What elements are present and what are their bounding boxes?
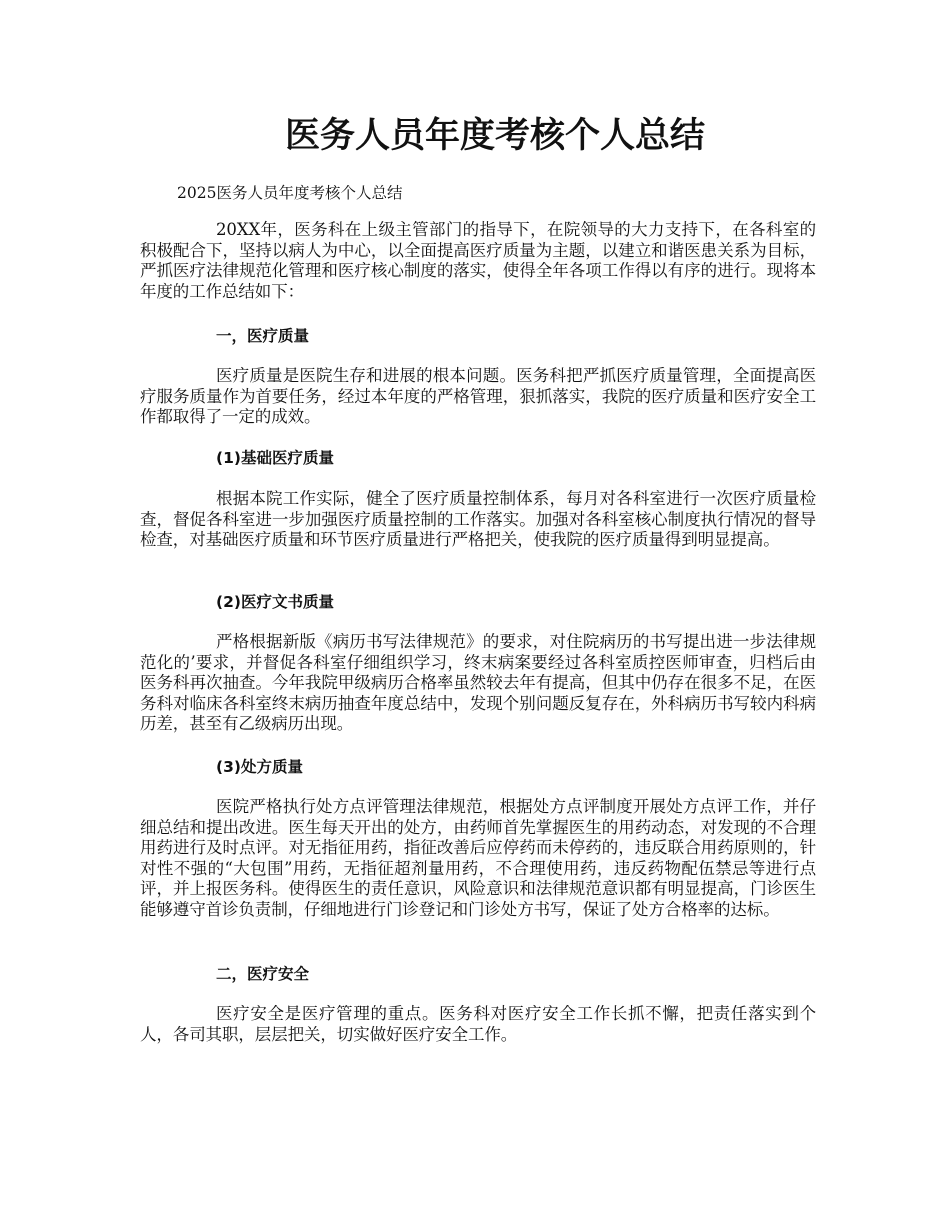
intro-paragraph: 20XX年，医务科在上级主管部门的指导下，在院领导的大力支持下，在各科室的积极配合下，坚持以病人为中心，以全面提高医疗质量为主题，以建立和谐医患关系为目标，严抓医疗法律规范化管理和医疗核心制度的落实，使得全年各项工作得以有序的进行。现将本年度的工作总结如下：	[140, 220, 816, 301]
subsection-paragraph-document-quality: 严格根据新版《病历书写法律规范》的要求，对住院病历的书写提出进一步法律规范化的’要求，并督促各科室仔细组织学习，终末病案要经过各科室质控医师审查，归档后由医务科再次抽查。今年我院甲级病历合格率虽然较去年有提高，但其中仍存在很多不足，在医务科对临床各科室终末病历抽查年度总结中，发现个别问题反复存在，外科病历书写较内科病历差，甚至有乙级病历出现。	[140, 632, 816, 734]
document-title: 医务人员年度考核个人总结	[284, 115, 705, 156]
section-paragraph-medical-quality: 医疗质量是医院生存和进展的根本问题。医务科把严抓医疗质量管理，全面提高医疗服务质量作为首要任务，经过本年度的严格管理，狠抓落实，我院的医疗质量和医疗安全工作都取得了一定的成效。	[140, 366, 816, 427]
document-subtitle: 2025医务人员年度考核个人总结	[177, 184, 403, 202]
subsection-paragraph-basic-quality: 根据本院工作实际，健全了医疗质量控制体系，每月对各科室进行一次医疗质量检查，督促各科室进一步加强医疗质量控制的工作落实。加强对各科室核心制度执行情况的督导检查，对基础医疗质量和环节医疗质量进行严格把关，使我院的医疗质量得到明显提高。	[140, 489, 816, 550]
subsection-heading-basic-quality: (1)基础医疗质量	[216, 449, 334, 467]
subsection-heading-prescription-quality: (3)处方质量	[216, 758, 303, 776]
subsection-paragraph-prescription-quality: 医院严格执行处方点评管理法律规范，根据处方点评制度开展处方点评工作，并仔细总结和提出改进。医生每天开出的处方，由药师首先掌握医生的用药动态，对发现的不合理用药进行及时点评。对无指征用药，指征改善后应停药而未停药的，违反联合用药原则的，针对性不强的“大包围”用药，无指征超剂量用药，不合理使用药，违反药物配伍禁忌等进行点评，并上报医务科。使得医生的责任意识，风险意识和法律规范意识都有明显提高，门诊医生能够遵守首诊负责制，仔细地进行门诊登记和门诊处方书写，保证了处方合格率的达标。	[140, 797, 816, 919]
section-heading-medical-safety: 二，医疗安全	[216, 965, 310, 983]
subsection-heading-document-quality: (2)医疗文书质量	[216, 593, 334, 611]
section-paragraph-medical-safety: 医疗安全是医疗管理的重点。医务科对医疗安全工作长抓不懈，把责任落实到个人，各司其职，层层把关，切实做好医疗安全工作。	[140, 1004, 816, 1044]
section-heading-medical-quality: 一，医疗质量	[216, 327, 310, 345]
